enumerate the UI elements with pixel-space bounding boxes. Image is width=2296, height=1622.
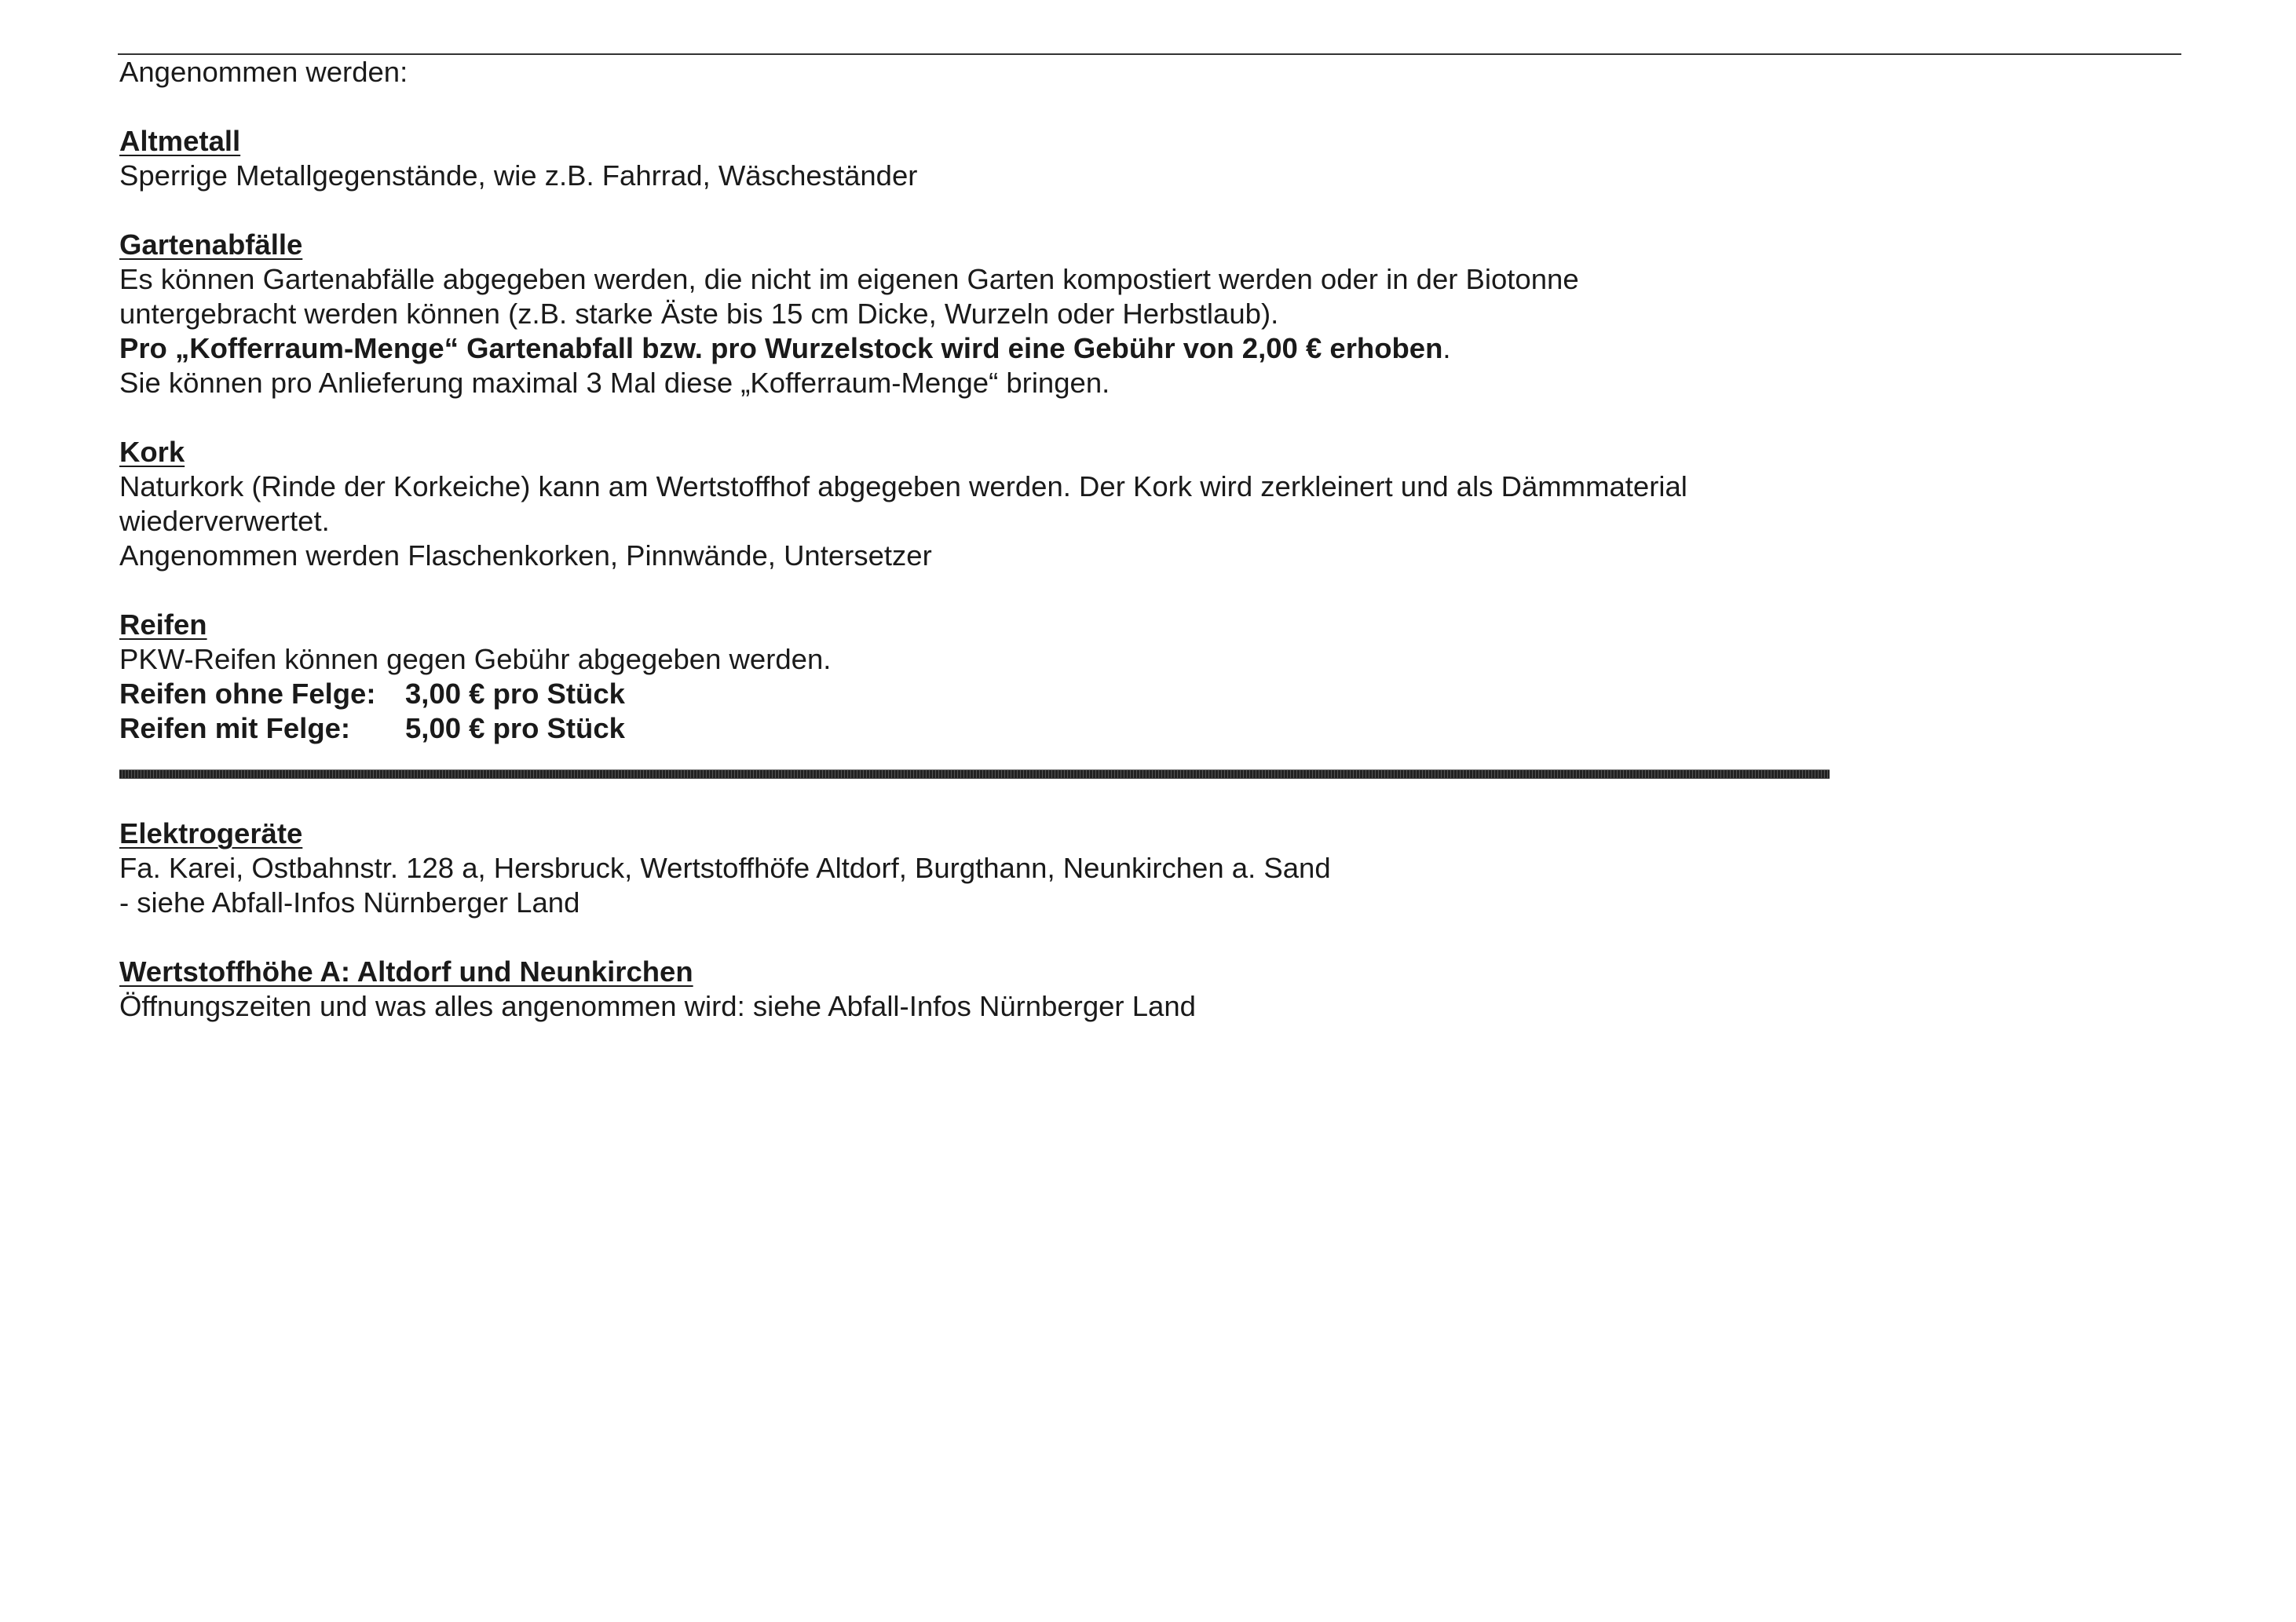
wertstoffhoefe-text: Öffnungszeiten und was alles angenommen wird: siehe Abfall-Infos Nürnberger Land	[119, 990, 1196, 1022]
fee-price: 5,00 € pro Stück	[405, 712, 625, 744]
gartenabfaelle-line-1: Es können Gartenabfälle abgegeben werden, die nicht im eigenen Garten kompostiert werden oder in der Biotonne	[119, 263, 1579, 295]
spacer	[119, 400, 1925, 435]
reifen-fee-row	[119, 711, 1925, 746]
reifen-text: PKW-Reifen können gegen Gebühr abgegeben werden.	[119, 643, 832, 675]
gartenabfaelle-line-4: Sie können pro Anlieferung maximal 3 Mal diese „Kofferraum-Menge“ bringen.	[119, 367, 1110, 399]
heading-kork: Kork	[119, 436, 185, 468]
elektrogeraete-line-1: Fa. Karei, Ostbahnstr. 128 a, Hersbruck, Wertstoffhöfe Altdorf, Burgthann, Neunkirchen a. Sand	[119, 852, 1331, 884]
intro-text: Angenommen werden:	[119, 56, 408, 88]
spacer	[119, 193, 1925, 228]
section-altmetall	[119, 124, 1925, 193]
elektrogeraete-line-2: - siehe Abfall-Infos Nürnberger Land	[119, 886, 580, 919]
kork-line-3: Angenommen werden Flaschenkorken, Pinnwände, Untersetzer	[119, 539, 932, 572]
altmetall-text: Sperrige Metallgegenstände, wie z.B. Fahrrad, Wäscheständer	[119, 159, 918, 192]
gartenabfaelle-fee-bold: Pro „Kofferraum-Menge“ Gartenabfall bzw. pro Wurzelstock wird eine Gebühr von 2,00 € erhoben	[119, 332, 1443, 364]
heading-reifen: Reifen	[119, 608, 207, 641]
section-kork	[119, 435, 1925, 573]
section-elektrogeraete	[119, 816, 1925, 920]
spacer	[119, 573, 1925, 608]
spacer	[119, 920, 1925, 955]
section-gartenabfaelle	[119, 228, 1925, 400]
kork-line-1: Naturkork (Rinde der Korkeiche) kann am Wertstoffhof abgegeben werden. Der Kork wird zerkleinert und als Dämmmaterial	[119, 470, 1687, 502]
fee-label: Reifen mit Felge:	[119, 712, 351, 744]
gartenabfaelle-line-2: untergebracht werden können (z.B. starke Äste bis 15 cm Dicke, Wurzeln oder Herbstlaub).	[119, 298, 1279, 330]
fee-price: 3,00 € pro Stück	[405, 678, 625, 710]
spacer	[119, 90, 1925, 124]
section-wertstoffhoefe	[119, 955, 1925, 1024]
gartenabfaelle-fee-end: .	[1442, 332, 1451, 364]
fee-label: Reifen ohne Felge:	[119, 678, 376, 710]
reifen-fee-row	[119, 677, 1925, 711]
heading-altmetall: Altmetall	[119, 125, 241, 157]
kork-line-2: wiederverwertet.	[119, 505, 330, 537]
section-divider	[119, 769, 1830, 779]
heading-elektrogeraete: Elektrogeräte	[119, 817, 303, 849]
heading-wertstoffhoefe: Wertstoffhöhe A: Altdorf und Neunkirchen	[119, 955, 693, 988]
document-body	[119, 55, 1925, 1024]
heading-gartenabfaelle: Gartenabfälle	[119, 228, 303, 261]
section-reifen	[119, 608, 1925, 746]
gartenabfaelle-fee	[119, 331, 1925, 366]
